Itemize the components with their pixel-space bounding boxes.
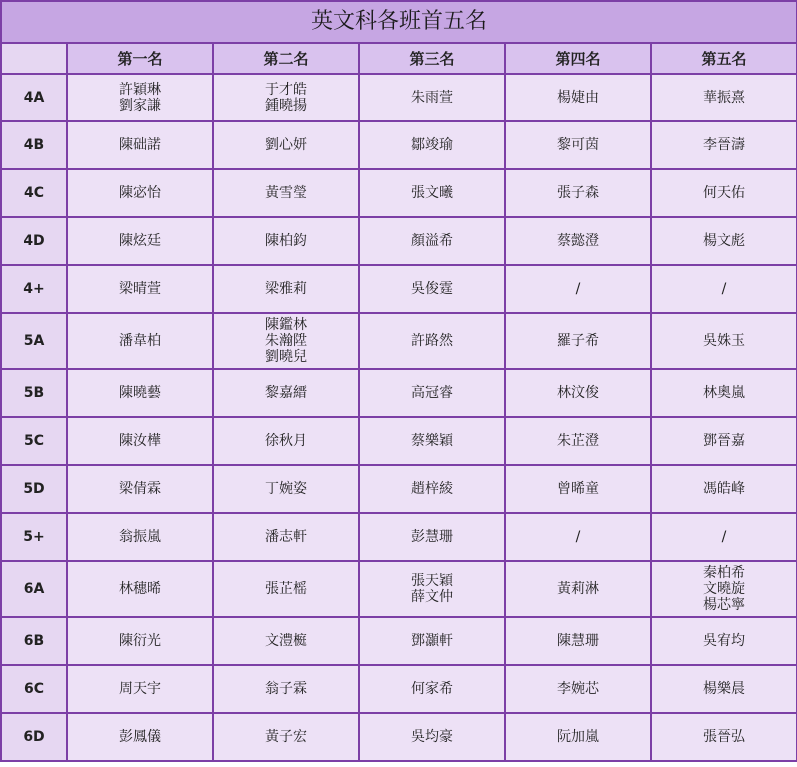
student-names: 楊樂晨 <box>703 681 746 697</box>
rank-4-cell <box>505 665 651 713</box>
rank-2-cell <box>213 217 359 265</box>
student-names: 翁振嵐 <box>119 529 161 545</box>
student-names: 阮加嵐 <box>557 729 599 745</box>
rank-4-cell <box>505 617 651 665</box>
title-row <box>1 1 797 43</box>
header-rank-4: 第四名 <box>505 43 651 74</box>
student-names: 鄧灝軒 <box>411 633 453 649</box>
student-names: 吳宥均 <box>703 633 746 649</box>
rank-1-cell <box>67 513 213 561</box>
rank-3-cell <box>359 665 505 713</box>
rank-1-cell <box>67 417 213 465</box>
rank-5-cell <box>651 217 797 265</box>
student-names: 張文曦 <box>411 185 453 201</box>
rank-4-cell <box>505 121 651 169</box>
class-label: 4A <box>1 74 67 121</box>
rank-4-cell <box>505 313 651 369</box>
student-names: 曾晞童 <box>557 481 599 497</box>
rank-4-cell <box>505 217 651 265</box>
class-label: 5C <box>1 417 67 465</box>
student-names: 鄧晉嘉 <box>703 433 746 449</box>
rank-1-cell <box>67 617 213 665</box>
student-names: 蔡樂穎 <box>411 433 453 449</box>
rank-3-cell <box>359 617 505 665</box>
class-label: 6A <box>1 561 67 617</box>
corner-cell <box>1 43 67 74</box>
student-names: / <box>575 281 581 297</box>
rank-2-cell <box>213 617 359 665</box>
table-row <box>1 465 797 513</box>
rank-2-cell <box>213 169 359 217</box>
student-names: 吳均豪 <box>411 729 453 745</box>
rank-2-cell <box>213 561 359 617</box>
student-names: 張晉弘 <box>703 729 746 745</box>
student-names: 陳慧珊 <box>557 633 599 649</box>
rank-5-cell <box>651 74 797 121</box>
student-names: 黃子宏 <box>265 729 307 745</box>
student-names: 潘志軒 <box>265 529 307 545</box>
header-rank-2: 第二名 <box>213 43 359 74</box>
rank-3-cell <box>359 465 505 513</box>
table-row <box>1 265 797 313</box>
student-names: / <box>721 281 727 297</box>
student-names: 陳衍光 <box>119 633 161 649</box>
table-row <box>1 169 797 217</box>
table-row <box>1 617 797 665</box>
rank-4-cell <box>505 417 651 465</box>
student-names: 潘韋柏 <box>119 333 161 349</box>
class-label: 5B <box>1 369 67 417</box>
rank-4-cell <box>505 265 651 313</box>
student-names: 高冠睿 <box>411 385 453 401</box>
student-names: 秦柏希 文曉旋 楊芯寧 <box>703 565 746 613</box>
student-names: 楊婕由 <box>557 89 599 106</box>
student-names: 許穎琳 劉家謙 <box>119 81 161 114</box>
student-names: 陳曉藝 <box>119 385 161 401</box>
student-names: 林奧嵐 <box>703 385 746 401</box>
table-row <box>1 369 797 417</box>
rank-1-cell <box>67 465 213 513</box>
rank-1-cell <box>67 217 213 265</box>
header-rank-5: 第五名 <box>651 43 797 74</box>
student-names: 陳宓怡 <box>119 185 161 201</box>
rank-2-cell <box>213 265 359 313</box>
student-names: 陳柏鈞 <box>265 233 307 249</box>
student-names: 李晉濤 <box>703 137 746 153</box>
rank-5-cell <box>651 417 797 465</box>
student-names: 梁雅莉 <box>265 281 307 297</box>
rank-2-cell <box>213 369 359 417</box>
rank-1-cell <box>67 713 213 761</box>
student-names: 華振熹 <box>703 89 746 106</box>
rank-4-cell <box>505 169 651 217</box>
rank-1-cell <box>67 561 213 617</box>
rank-2-cell <box>213 313 359 369</box>
student-names: 丁婉姿 <box>265 481 307 497</box>
rank-3-cell <box>359 74 505 121</box>
rank-1-cell <box>67 121 213 169</box>
student-names: 許路然 <box>411 333 453 349</box>
student-names: / <box>575 529 581 545</box>
student-names: 鄒竣瑜 <box>411 137 453 153</box>
student-names: 文澧榳 <box>265 633 307 649</box>
table-row <box>1 121 797 169</box>
table-title: 英文科各班首五名 <box>1 1 797 43</box>
student-names: 周天宇 <box>119 681 161 697</box>
rank-3-cell <box>359 513 505 561</box>
rank-3-cell <box>359 121 505 169</box>
rank-5-cell <box>651 313 797 369</box>
class-label: 4+ <box>1 265 67 313</box>
rank-4-cell <box>505 713 651 761</box>
student-names: 黎可茵 <box>557 137 599 153</box>
student-names: 馮皓峰 <box>703 481 746 497</box>
rank-5-cell <box>651 465 797 513</box>
student-names: 趙梓綾 <box>411 481 453 497</box>
student-names: 顏溢希 <box>411 233 453 249</box>
rank-3-cell <box>359 561 505 617</box>
rank-1-cell <box>67 665 213 713</box>
student-names: 陳炫廷 <box>119 233 161 249</box>
rank-3-cell <box>359 369 505 417</box>
rank-3-cell <box>359 417 505 465</box>
rank-4-cell <box>505 465 651 513</box>
rank-3-cell <box>359 713 505 761</box>
table-row <box>1 74 797 121</box>
rank-5-cell <box>651 369 797 417</box>
student-names: 吳俊霆 <box>411 281 453 297</box>
student-names: 彭鳳儀 <box>119 729 161 745</box>
rank-3-cell <box>359 169 505 217</box>
student-names: 徐秋月 <box>265 433 307 449</box>
student-names: 翁子霖 <box>265 681 307 697</box>
rank-4-cell <box>505 74 651 121</box>
student-names: 何家希 <box>411 681 453 697</box>
rank-3-cell <box>359 313 505 369</box>
rank-5-cell <box>651 121 797 169</box>
rank-5-cell <box>651 513 797 561</box>
rank-4-cell <box>505 513 651 561</box>
student-names: 楊文彪 <box>703 233 746 249</box>
rank-4-cell <box>505 369 651 417</box>
class-label: 6D <box>1 713 67 761</box>
rank-2-cell <box>213 665 359 713</box>
student-names: 劉心妍 <box>265 137 307 153</box>
table-row <box>1 417 797 465</box>
rank-1-cell <box>67 169 213 217</box>
class-label: 5D <box>1 465 67 513</box>
student-names: 彭慧珊 <box>411 529 453 545</box>
rank-2-cell <box>213 713 359 761</box>
rank-2-cell <box>213 121 359 169</box>
student-names: 黃雪瑩 <box>265 185 307 201</box>
student-names: 梁晴萱 <box>119 281 161 297</box>
student-names: 朱雨萱 <box>411 89 453 106</box>
rank-5-cell <box>651 665 797 713</box>
header-rank-3: 第三名 <box>359 43 505 74</box>
header-rank-1: 第一名 <box>67 43 213 74</box>
rank-1-cell <box>67 313 213 369</box>
header-row <box>1 43 797 74</box>
rank-1-cell <box>67 369 213 417</box>
student-names: 陳汝樺 <box>119 433 161 449</box>
rank-1-cell <box>67 74 213 121</box>
class-label: 4B <box>1 121 67 169</box>
student-names: 林汶俊 <box>557 385 599 401</box>
class-label: 4D <box>1 217 67 265</box>
class-label: 4C <box>1 169 67 217</box>
rank-2-cell <box>213 74 359 121</box>
student-names: 陳础諾 <box>119 137 161 153</box>
student-names: 李婉芯 <box>557 681 599 697</box>
student-names: 黃莉淋 <box>557 581 599 597</box>
student-names: 吳姝玉 <box>703 333 746 349</box>
rank-2-cell <box>213 417 359 465</box>
table-row <box>1 561 797 617</box>
class-label: 6C <box>1 665 67 713</box>
student-names: 張子森 <box>557 185 599 201</box>
student-names: 林穗晞 <box>119 581 161 597</box>
rank-5-cell <box>651 265 797 313</box>
table-row <box>1 513 797 561</box>
student-names: 陳鑑林 朱瀚陞 劉曉兒 <box>265 317 307 365</box>
rank-5-cell <box>651 561 797 617</box>
student-names: 蔡懿澄 <box>557 233 599 249</box>
class-label: 6B <box>1 617 67 665</box>
class-label: 5+ <box>1 513 67 561</box>
student-names: 張天穎 薛文仲 <box>411 573 453 605</box>
student-names: 張芷榣 <box>265 581 307 597</box>
rank-5-cell <box>651 617 797 665</box>
rank-2-cell <box>213 465 359 513</box>
student-names: / <box>721 529 727 545</box>
student-names: 黎嘉縉 <box>265 385 307 401</box>
student-names: 羅子希 <box>557 333 599 349</box>
student-names: 何天佑 <box>703 185 746 201</box>
rank-3-cell <box>359 265 505 313</box>
rank-2-cell <box>213 513 359 561</box>
student-names: 于才皓 鍾曉揚 <box>265 81 307 114</box>
table-row <box>1 713 797 761</box>
rank-1-cell <box>67 265 213 313</box>
table-row <box>1 665 797 713</box>
rank-5-cell <box>651 169 797 217</box>
student-names: 朱芷澄 <box>557 433 599 449</box>
class-label: 5A <box>1 313 67 369</box>
table-row <box>1 313 797 369</box>
student-names: 梁倩霖 <box>119 481 161 497</box>
rank-4-cell <box>505 561 651 617</box>
table-row <box>1 217 797 265</box>
rank-3-cell <box>359 217 505 265</box>
rank-5-cell <box>651 713 797 761</box>
